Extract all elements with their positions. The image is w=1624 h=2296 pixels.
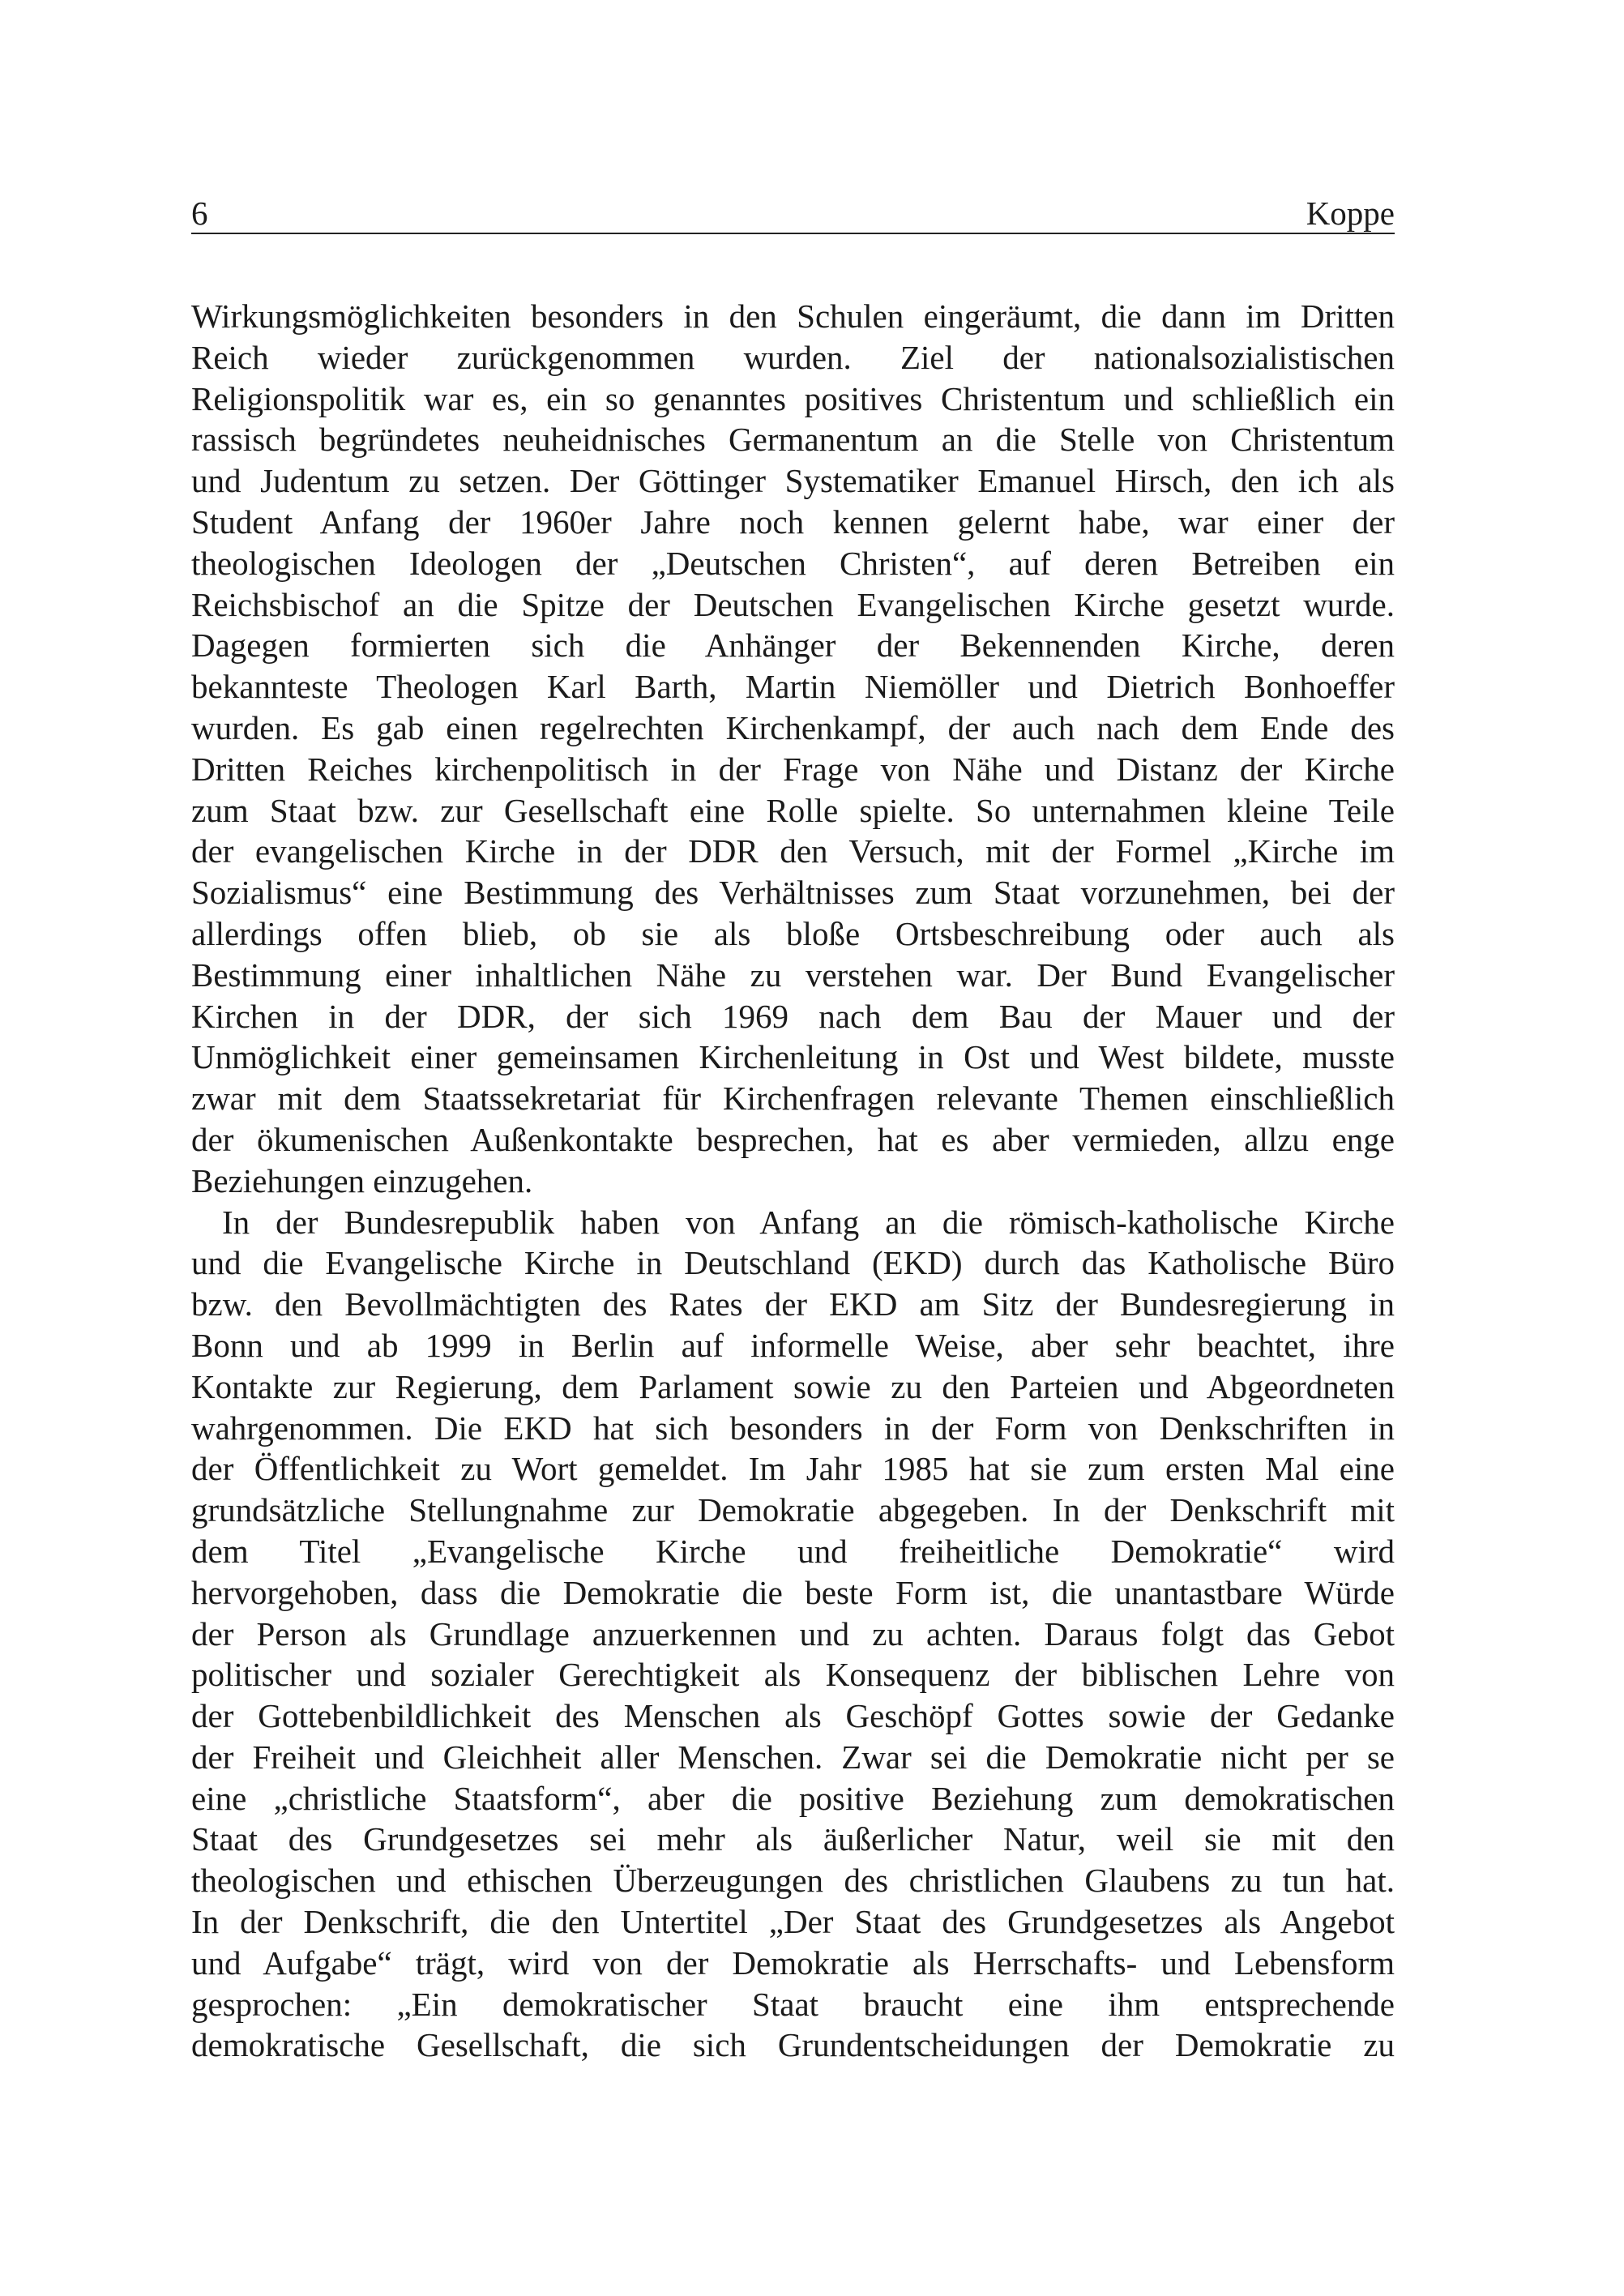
text-line: wurden. Es gab einen regelrechten Kirchenkampf, der auch nach dem Ende des bbox=[191, 708, 1395, 746]
text-line: Bonn und ab 1999 in Berlin auf informelle Weise, aber sehr beachtet, ihre bbox=[191, 1326, 1395, 1364]
text-line: der evangelischen Kirche in der DDR den Versuch, mit der Formel „Kirche im bbox=[191, 832, 1395, 870]
text-line: Wirkungsmöglichkeiten besonders in den Schulen eingeräumt, die dann im Dritten bbox=[191, 297, 1395, 335]
text-line: Reich wieder zurückgenommen wurden. Ziel der nationalsozialistischen bbox=[191, 338, 1395, 376]
text-line: In der Bundesrepublik haben von Anfang an die römisch-katholische Kirche bbox=[222, 1203, 1395, 1241]
page-header bbox=[191, 193, 1395, 233]
text-line: Kirchen in der DDR, der sich 1969 nach dem Bau der Mauer und der bbox=[191, 997, 1395, 1035]
text-line: eine „christliche Staatsform“, aber die positive Beziehung zum demokratischen bbox=[191, 1779, 1395, 1817]
text-line: Religionspolitik war es, ein so genanntes positives Christentum und schließlich ein bbox=[191, 379, 1395, 417]
text-line: zwar mit dem Staatssekretariat für Kirchenfragen relevante Themen einschließlich bbox=[191, 1080, 1395, 1118]
text-line: theologischen und ethischen Überzeugungen des christlichen Glaubens zu tun hat. bbox=[191, 1862, 1395, 1900]
text-line: demokratische Gesellschaft, die sich Grundentscheidungen der Demokratie zu bbox=[191, 2026, 1395, 2064]
text-line: der Gottebenbildlichkeit des Menschen als Geschöpf Gottes sowie der Gedanke bbox=[191, 1697, 1395, 1735]
body-text bbox=[191, 296, 1395, 2066]
text-line: der Person als Grundlage anzuerkennen und zu achten. Daraus folgt das Gebot bbox=[191, 1614, 1395, 1653]
page-number: 6 bbox=[191, 195, 208, 232]
text-line: politischer und sozialer Gerechtigkeit als Konsequenz der biblischen Lehre von bbox=[191, 1656, 1395, 1694]
text-line: Reichsbischof an die Spitze der Deutschen Evangelischen Kirche gesetzt wurde. bbox=[191, 585, 1395, 623]
text-line: und die Evangelische Kirche in Deutschland (EKD) durch das Katholische Büro bbox=[191, 1244, 1395, 1282]
text-line: zum Staat bzw. zur Gesellschaft eine Rolle spielte. So unternahmen kleine Teile bbox=[191, 791, 1395, 829]
header-rule bbox=[191, 233, 1395, 234]
text-line: Staat des Grundgesetzes sei mehr als äußerlicher Natur, weil sie mit den bbox=[191, 1820, 1395, 1858]
text-line: allerdings offen blieb, ob sie als bloße Ortsbeschreibung oder auch als bbox=[191, 914, 1395, 952]
text-line: hervorgehoben, dass die Demokratie die beste Form ist, die unantastbare Würde bbox=[191, 1573, 1395, 1611]
text-line: dem Titel „Evangelische Kirche und freiheitliche Demokratie“ wird bbox=[191, 1532, 1395, 1570]
text-line: theologischen Ideologen der „Deutschen Christen“, auf deren Betreiben ein bbox=[191, 544, 1395, 582]
text-line: Student Anfang der 1960er Jahre noch kennen gelernt habe, war einer der bbox=[191, 502, 1395, 541]
paragraph bbox=[191, 1202, 1395, 2067]
text-line: der ökumenischen Außenkontakte besprechen, hat es aber vermieden, allzu enge bbox=[191, 1120, 1395, 1158]
text-line: Dagegen formierten sich die Anhänger der Bekennenden Kirche, deren bbox=[191, 626, 1395, 665]
text-line: Dritten Reiches kirchenpolitisch in der Frage von Nähe und Distanz der Kirche bbox=[191, 750, 1395, 788]
text-line: grundsätzliche Stellungnahme zur Demokratie abgegeben. In der Denkschrift mit bbox=[191, 1491, 1395, 1529]
paragraph bbox=[191, 296, 1395, 1202]
text-line: wahrgenommen. Die EKD hat sich besonders in der Form von Denkschriften in bbox=[191, 1409, 1395, 1447]
text-line: Sozialismus“ eine Bestimmung des Verhältnisses zum Staat vorzunehmen, bei der bbox=[191, 874, 1395, 912]
text-line: Unmöglichkeit einer gemeinsamen Kirchenleitung in Ost und West bildete, musste bbox=[191, 1038, 1395, 1076]
text-line: der Freiheit und Gleichheit aller Menschen. Zwar sei die Demokratie nicht per se bbox=[191, 1738, 1395, 1776]
text-line: gesprochen: „Ein demokratischer Staat braucht eine ihm entsprechende bbox=[191, 1985, 1395, 2023]
text-line: bzw. den Bevollmächtigten des Rates der EKD am Sitz der Bundesregierung in bbox=[191, 1285, 1395, 1323]
text-line: Kontakte zur Regierung, dem Parlament sowie zu den Parteien und Abgeordneten bbox=[191, 1367, 1395, 1405]
text-line: und Aufgabe“ trägt, wird von der Demokratie als Herrschafts- und Lebensform bbox=[191, 1943, 1395, 1982]
text-line: und Judentum zu setzen. Der Göttinger Systematiker Emanuel Hirsch, den ich als bbox=[191, 462, 1395, 500]
text-line: In der Denkschrift, die den Untertitel „Der Staat des Grundgesetzes als Angebot bbox=[191, 1903, 1395, 1941]
text-line: rassisch begründetes neuheidnisches Germanentum an die Stelle von Christentum bbox=[191, 421, 1395, 459]
text-line: Bestimmung einer inhaltlichen Nähe zu verstehen war. Der Bund Evangelischer bbox=[191, 956, 1395, 994]
text-line: der Öffentlichkeit zu Wort gemeldet. Im Jahr 1985 hat sie zum ersten Mal eine bbox=[191, 1450, 1395, 1488]
text-line: bekannteste Theologen Karl Barth, Martin Niemöller und Dietrich Bonhoeffer bbox=[191, 668, 1395, 706]
text-line: Beziehungen einzugehen. bbox=[191, 1161, 533, 1199]
running-head: Koppe bbox=[1306, 195, 1395, 232]
